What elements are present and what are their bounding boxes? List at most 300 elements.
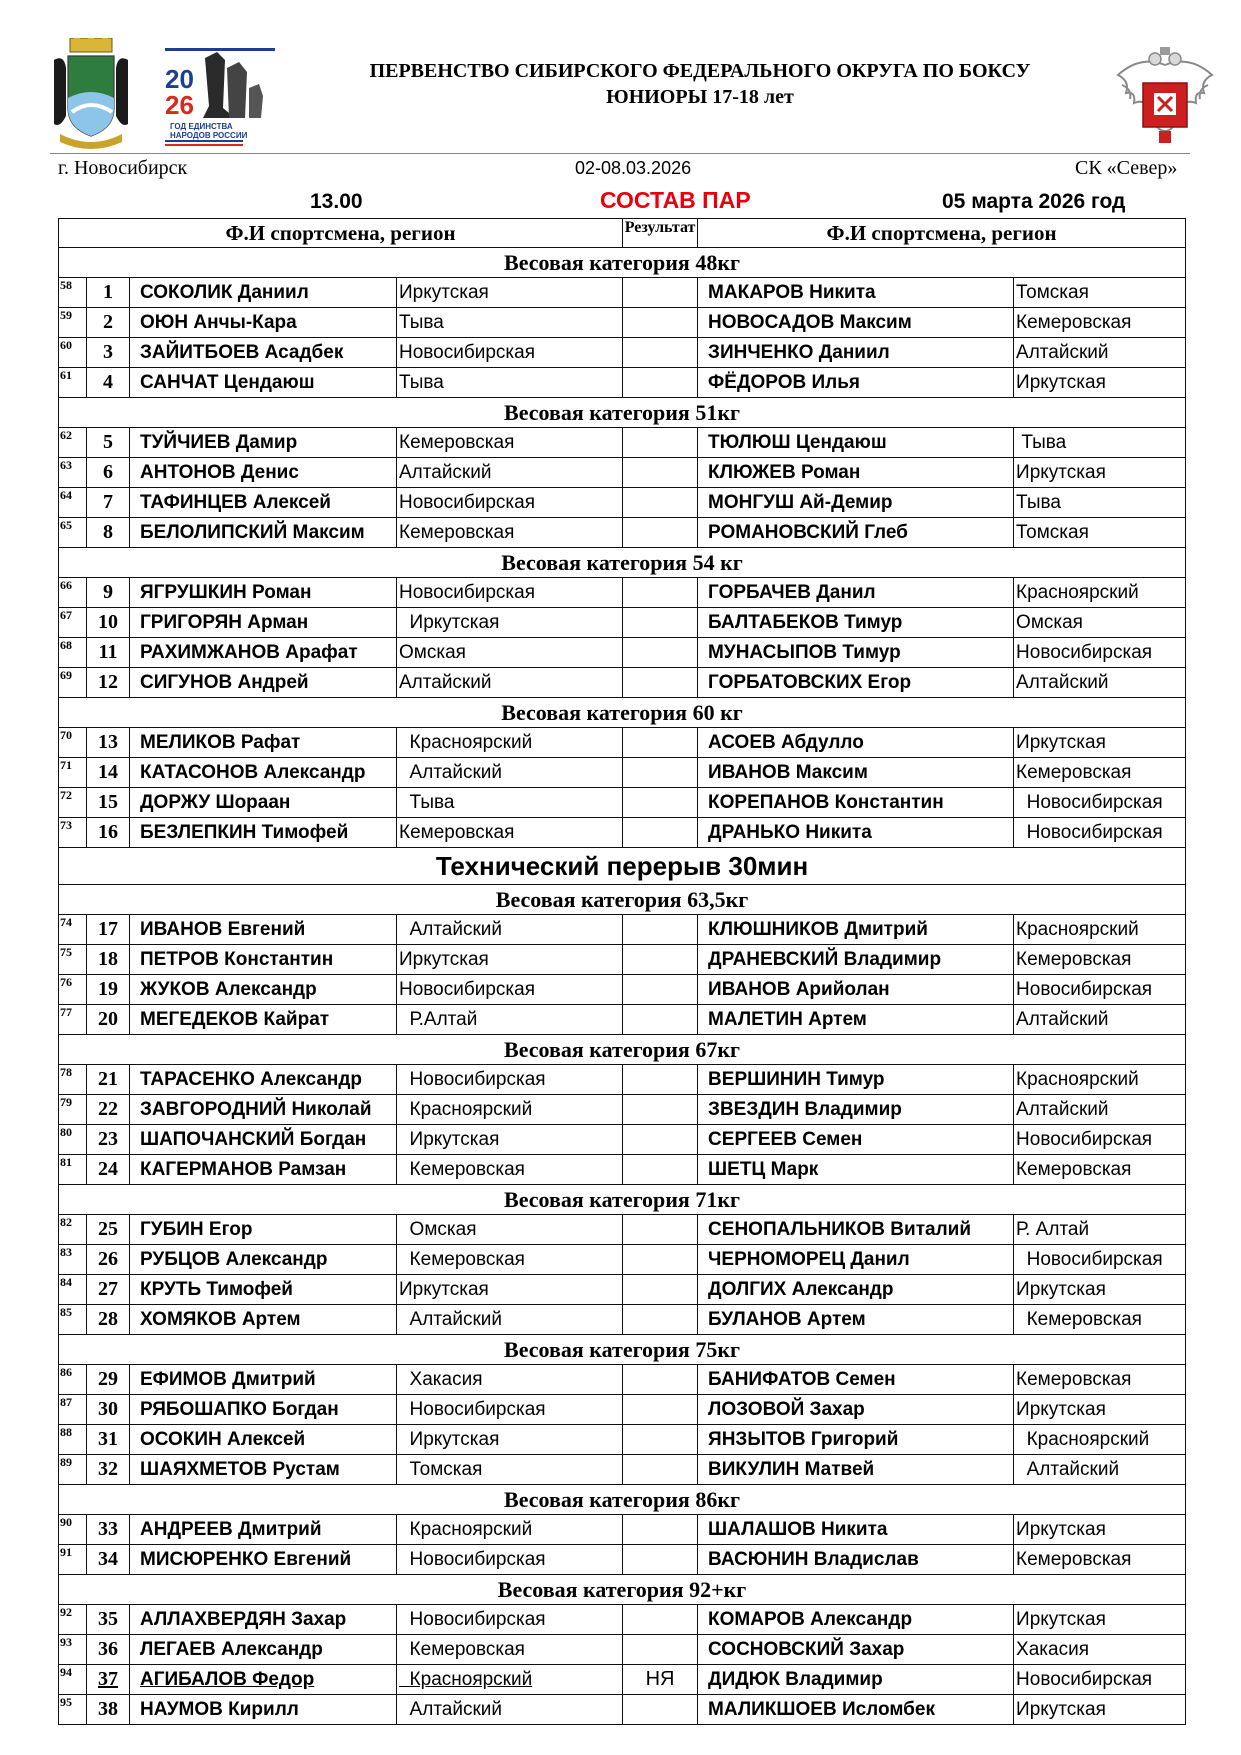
left-athlete-name-text: РУБЦОВ Александр — [140, 1248, 328, 1270]
bout-result — [623, 638, 698, 668]
bout-result — [623, 338, 698, 368]
bout-result — [623, 1395, 698, 1425]
bout-result — [623, 1635, 698, 1665]
right-athlete-region: Кемеровская — [1014, 308, 1186, 338]
table-row — [59, 578, 1186, 608]
bout-number-text: 36 — [98, 1638, 118, 1660]
row-index: 62 — [59, 428, 87, 458]
bout-result — [623, 1095, 698, 1125]
bout-number-text: 10 — [98, 611, 118, 633]
bout-number — [87, 1065, 130, 1095]
row-index: 83 — [59, 1245, 87, 1275]
left-athlete-name — [130, 518, 397, 548]
table-row — [59, 758, 1186, 788]
left-athlete-name — [130, 1635, 397, 1665]
left-athlete-name — [130, 788, 397, 818]
table-row — [59, 1155, 1186, 1185]
right-athlete-region: Томская — [1014, 518, 1186, 548]
bout-number — [87, 1455, 130, 1485]
left-athlete-region-text: Алтайский — [399, 671, 492, 693]
right-athlete-name: ШАЛАШОВ Никита — [698, 1515, 1014, 1545]
row-index: 72 — [59, 788, 87, 818]
left-athlete-name — [130, 1605, 397, 1635]
bout-number — [87, 788, 130, 818]
right-athlete-name: РОМАНОВСКИЙ Глеб — [698, 518, 1014, 548]
left-athlete-name-text: ЛЕГАЕВ Александр — [140, 1638, 323, 1660]
left-athlete-name-text: КАТАСОНОВ Александр — [140, 761, 366, 783]
bout-number — [87, 368, 130, 398]
left-athlete-region-text: Новосибирская — [399, 1608, 546, 1630]
weight-category-row — [59, 1185, 1186, 1215]
bout-number — [87, 428, 130, 458]
bout-number-text: 27 — [98, 1278, 118, 1300]
left-athlete-region — [397, 975, 623, 1005]
bout-result — [623, 1695, 698, 1725]
left-athlete-region — [397, 1155, 623, 1185]
row-index: 67 — [59, 608, 87, 638]
left-athlete-name — [130, 1215, 397, 1245]
right-athlete-region: Новосибирская — [1014, 1665, 1186, 1695]
logo-year-caption1: ГОД ЕДИНСТВА — [170, 122, 233, 131]
left-athlete-region — [397, 945, 623, 975]
left-athlete-name — [130, 758, 397, 788]
left-athlete-name — [130, 1065, 397, 1095]
bout-number-text: 32 — [98, 1458, 118, 1480]
table-row — [59, 1605, 1186, 1635]
bout-number — [87, 728, 130, 758]
left-athlete-region — [397, 338, 623, 368]
right-athlete-region: Кемеровская — [1014, 758, 1186, 788]
left-athlete-region — [397, 608, 623, 638]
left-athlete-region — [397, 1665, 623, 1695]
table-row — [59, 1245, 1186, 1275]
weight-category-row — [59, 1575, 1186, 1605]
bout-number-text: 2 — [103, 311, 113, 333]
left-athlete-name-text: АЛЛАХВЕРДЯН Захар — [140, 1608, 347, 1630]
right-athlete-name: КЛЮШНИКОВ Дмитрий — [698, 915, 1014, 945]
left-athlete-name — [130, 1245, 397, 1275]
bout-number-text: 29 — [98, 1368, 118, 1390]
left-athlete-name — [130, 1515, 397, 1545]
left-athlete-name — [130, 975, 397, 1005]
bout-number-text: 4 — [103, 371, 113, 393]
right-athlete-name: АСОЕВ Абдулло — [698, 728, 1014, 758]
row-index: 82 — [59, 1215, 87, 1245]
bout-number-text: 13 — [98, 731, 118, 753]
right-athlete-region: Иркутская — [1014, 1275, 1186, 1305]
table-row — [59, 1665, 1186, 1695]
left-athlete-region-text: Р.Алтай — [399, 1008, 478, 1030]
left-athlete-region — [397, 1695, 623, 1725]
left-athlete-region — [397, 1305, 623, 1335]
left-athlete-name — [130, 458, 397, 488]
left-athlete-name — [130, 1395, 397, 1425]
bout-number-text: 28 — [98, 1308, 118, 1330]
table-row — [59, 488, 1186, 518]
bout-number — [87, 638, 130, 668]
bout-result — [623, 1365, 698, 1395]
bout-result — [623, 578, 698, 608]
row-index: 91 — [59, 1545, 87, 1575]
bout-number-text: 17 — [98, 918, 118, 940]
row-index: 76 — [59, 975, 87, 1005]
right-athlete-name: ИВАНОВ Максим — [698, 758, 1014, 788]
bout-number-text: 35 — [98, 1608, 118, 1630]
table-row — [59, 1125, 1186, 1155]
col-right-header: Ф.И спортсмена, регион — [698, 219, 1186, 248]
left-athlete-name-text: ПЕТРОВ Константин — [140, 948, 334, 970]
novosibirsk-coat-of-arms-logo — [50, 38, 132, 150]
left-athlete-region — [397, 1425, 623, 1455]
bout-pairs-table — [58, 218, 1186, 1725]
left-athlete-region — [397, 1065, 623, 1095]
right-athlete-name: МОНГУШ Ай-Демир — [698, 488, 1014, 518]
left-athlete-region — [397, 278, 623, 308]
bout-number-text: 19 — [98, 978, 118, 1000]
table-row — [59, 1275, 1186, 1305]
row-index: 60 — [59, 338, 87, 368]
left-athlete-region — [397, 1515, 623, 1545]
weight-category-row — [59, 1335, 1186, 1365]
right-athlete-region: Кемеровская — [1014, 945, 1186, 975]
bout-result — [623, 758, 698, 788]
weight-category-label: Весовая категория 48кг — [59, 248, 1186, 278]
right-athlete-name: ГОРБАЧЕВ Данил — [698, 578, 1014, 608]
left-athlete-name — [130, 368, 397, 398]
bout-number — [87, 488, 130, 518]
bout-number — [87, 458, 130, 488]
left-athlete-region — [397, 1095, 623, 1125]
right-athlete-region: Хакасия — [1014, 1635, 1186, 1665]
table-row — [59, 1515, 1186, 1545]
left-athlete-region-text: Красноярский — [399, 731, 533, 753]
table-row — [59, 1065, 1186, 1095]
table-row — [59, 1425, 1186, 1455]
bout-result — [623, 1425, 698, 1455]
right-athlete-name: КЛЮЖЕВ Роман — [698, 458, 1014, 488]
bout-number — [87, 1365, 130, 1395]
left-athlete-region-text: Кемеровская — [399, 521, 515, 543]
right-athlete-region: Новосибирская — [1014, 818, 1186, 848]
bout-number — [87, 1215, 130, 1245]
bout-number — [87, 1305, 130, 1335]
left-athlete-name-text: КРУТЬ Тимофей — [140, 1278, 293, 1300]
bout-number — [87, 278, 130, 308]
right-athlete-region: Иркутская — [1014, 1605, 1186, 1635]
table-header — [59, 219, 1186, 248]
table-row — [59, 1095, 1186, 1125]
left-athlete-region — [397, 578, 623, 608]
bout-number-text: 37 — [98, 1668, 118, 1690]
left-athlete-region-text: Тыва — [399, 371, 444, 393]
right-athlete-region: Красноярский — [1014, 1065, 1186, 1095]
bout-number-text: 33 — [98, 1518, 118, 1540]
left-athlete-name — [130, 278, 397, 308]
left-athlete-name-text: ШАЯХМЕТОВ Рустам — [140, 1458, 340, 1480]
right-athlete-region: Новосибирская — [1014, 638, 1186, 668]
left-athlete-name-text: ИВАНОВ Евгений — [140, 918, 306, 940]
table-row — [59, 668, 1186, 698]
weight-category-label: Весовая категория 67кг — [59, 1035, 1186, 1065]
row-index: 77 — [59, 1005, 87, 1035]
weight-category-label: Весовая категория 75кг — [59, 1335, 1186, 1365]
left-athlete-region — [397, 1005, 623, 1035]
left-athlete-name-text: ТАРАСЕНКО Александр — [140, 1068, 363, 1090]
table-row — [59, 1395, 1186, 1425]
row-index: 78 — [59, 1065, 87, 1095]
left-athlete-name — [130, 338, 397, 368]
bout-number — [87, 1095, 130, 1125]
left-athlete-name — [130, 1545, 397, 1575]
left-athlete-region — [397, 1125, 623, 1155]
right-athlete-name: ЧЕРНОМОРЕЦ Данил — [698, 1245, 1014, 1275]
row-index: 88 — [59, 1425, 87, 1455]
left-athlete-region-text: Иркутская — [399, 948, 489, 970]
right-athlete-name: ВИКУЛИН Матвей — [698, 1455, 1014, 1485]
left-athlete-name — [130, 638, 397, 668]
left-athlete-name-text: ДОРЖУ Шораан — [140, 791, 291, 813]
left-athlete-region — [397, 1635, 623, 1665]
left-athlete-region-text: Красноярский — [399, 1518, 533, 1540]
left-athlete-region-text: Кемеровская — [399, 1158, 525, 1180]
left-athlete-region-text: Новосибирская — [399, 341, 535, 363]
weight-category-label: Весовая категория 51кг — [59, 398, 1186, 428]
bout-result — [623, 1065, 698, 1095]
right-athlete-region: Алтайский — [1014, 668, 1186, 698]
row-index: 92 — [59, 1605, 87, 1635]
right-athlete-name: ДРАНЬКО Никита — [698, 818, 1014, 848]
left-athlete-name-text: ЯГРУШКИН Роман — [140, 581, 312, 603]
right-athlete-region: Тыва — [1014, 488, 1186, 518]
bout-result — [623, 818, 698, 848]
bout-number — [87, 308, 130, 338]
bout-result — [623, 975, 698, 1005]
table-row — [59, 1695, 1186, 1725]
left-athlete-name — [130, 1005, 397, 1035]
row-index: 66 — [59, 578, 87, 608]
left-athlete-region — [397, 758, 623, 788]
right-athlete-region: Кемеровская — [1014, 1155, 1186, 1185]
left-athlete-name — [130, 1365, 397, 1395]
weight-category-label: Весовая категория 71кг — [59, 1185, 1186, 1215]
bout-result — [623, 488, 698, 518]
city: г. Новосибирск — [58, 157, 188, 179]
left-athlete-region — [397, 788, 623, 818]
bout-number-text: 18 — [98, 948, 118, 970]
left-athlete-name-text: ТУЙЧИЕВ Дамир — [140, 431, 298, 453]
bout-number-text: 8 — [103, 521, 113, 543]
table-row — [59, 1545, 1186, 1575]
bout-number — [87, 1605, 130, 1635]
bout-number — [87, 578, 130, 608]
left-athlete-name — [130, 915, 397, 945]
bout-result: НЯ — [623, 1665, 698, 1695]
table-row — [59, 915, 1186, 945]
row-index: 86 — [59, 1365, 87, 1395]
bout-number — [87, 668, 130, 698]
bout-number-text: 34 — [98, 1548, 118, 1570]
bout-number — [87, 1275, 130, 1305]
right-athlete-name: СЕНОПАЛЬНИКОВ Виталий — [698, 1215, 1014, 1245]
logo-year-caption2: НАРОДОВ РОССИИ — [170, 131, 248, 140]
right-athlete-name: ВАСЮНИН Владислав — [698, 1545, 1014, 1575]
bout-number — [87, 1005, 130, 1035]
left-athlete-region — [397, 428, 623, 458]
right-athlete-region: Алтайский — [1014, 1005, 1186, 1035]
bout-result — [623, 518, 698, 548]
row-index: 84 — [59, 1275, 87, 1305]
row-index: 87 — [59, 1395, 87, 1425]
weight-category-label: Весовая категория 92+кг — [59, 1575, 1186, 1605]
logo-year-bottom: 26 — [165, 90, 194, 120]
left-athlete-name — [130, 1695, 397, 1725]
row-index: 85 — [59, 1305, 87, 1335]
bout-result — [623, 1275, 698, 1305]
left-athlete-region — [397, 518, 623, 548]
left-athlete-region — [397, 368, 623, 398]
left-athlete-region-text: Новосибирская — [399, 1398, 546, 1420]
bout-number-text: 5 — [103, 431, 113, 453]
row-index: 93 — [59, 1635, 87, 1665]
right-athlete-region: Иркутская — [1014, 1515, 1186, 1545]
bout-number-text: 22 — [98, 1098, 118, 1120]
right-athlete-region: Тыва — [1014, 428, 1186, 458]
row-index: 90 — [59, 1515, 87, 1545]
table-row — [59, 608, 1186, 638]
weight-category-label: Весовая категория 63,5кг — [59, 885, 1186, 915]
right-athlete-region: Новосибирская — [1014, 1245, 1186, 1275]
weight-category-row — [59, 1035, 1186, 1065]
right-athlete-region: Новосибирская — [1014, 788, 1186, 818]
bout-number-text: 3 — [103, 341, 113, 363]
bout-result — [623, 278, 698, 308]
bout-number-text: 23 — [98, 1128, 118, 1150]
right-athlete-name: БУЛАНОВ Артем — [698, 1305, 1014, 1335]
row-index: 80 — [59, 1125, 87, 1155]
right-athlete-region: Красноярский — [1014, 915, 1186, 945]
left-athlete-region-text: Иркутская — [399, 1128, 500, 1150]
bout-number — [87, 1125, 130, 1155]
right-athlete-name: МАЛИКШОЕВ Исломбек — [698, 1695, 1014, 1725]
right-athlete-region: Новосибирская — [1014, 1125, 1186, 1155]
left-athlete-region-text: Хакасия — [399, 1368, 483, 1390]
left-athlete-region-text: Кемеровская — [399, 1248, 525, 1270]
left-athlete-name-text: САНЧАТ Цендаюш — [140, 371, 315, 393]
left-athlete-name — [130, 818, 397, 848]
bout-result — [623, 1245, 698, 1275]
left-athlete-name-text: КАГЕРМАНОВ Рамзан — [140, 1158, 347, 1180]
right-athlete-name: МУНАСЫПОВ Тимур — [698, 638, 1014, 668]
right-athlete-name: ЯНЗЫТОВ Григорий — [698, 1425, 1014, 1455]
bout-result — [623, 1605, 698, 1635]
bout-result — [623, 608, 698, 638]
left-athlete-region — [397, 638, 623, 668]
bout-number — [87, 915, 130, 945]
right-athlete-name: ДИДЮК Владимир — [698, 1665, 1014, 1695]
bout-number-text: 7 — [103, 491, 113, 513]
row-index: 81 — [59, 1155, 87, 1185]
table-row — [59, 1365, 1186, 1395]
left-athlete-region — [397, 1245, 623, 1275]
col-result-header: Результат — [623, 219, 698, 248]
left-athlete-region-text: Новосибирская — [399, 1068, 546, 1090]
left-athlete-region-text: Красноярский — [399, 1098, 533, 1120]
table-row — [59, 1005, 1186, 1035]
right-athlete-region: Красноярский — [1014, 578, 1186, 608]
bout-number — [87, 1245, 130, 1275]
left-athlete-name-text: АГИБАЛОВ Федор — [140, 1668, 315, 1690]
weight-category-row — [59, 398, 1186, 428]
table-row — [59, 278, 1186, 308]
right-athlete-name: ВЕРШИНИН Тимур — [698, 1065, 1014, 1095]
right-athlete-name: ДРАНЕВСКИЙ Владимир — [698, 945, 1014, 975]
weight-category-row — [59, 698, 1186, 728]
left-athlete-region-text: Иркутская — [399, 281, 489, 303]
bout-result — [623, 728, 698, 758]
left-athlete-name-text: ЗАВГОРОДНИЙ Николай — [140, 1098, 372, 1120]
left-athlete-name — [130, 308, 397, 338]
bout-number — [87, 1635, 130, 1665]
row-index: 64 — [59, 488, 87, 518]
table-row — [59, 945, 1186, 975]
right-athlete-name: ЗИНЧЕНКО Даниил — [698, 338, 1014, 368]
bout-number — [87, 975, 130, 1005]
right-athlete-region: Иркутская — [1014, 458, 1186, 488]
row-index: 95 — [59, 1695, 87, 1725]
bout-number — [87, 608, 130, 638]
bout-result — [623, 1515, 698, 1545]
table-row — [59, 1635, 1186, 1665]
event-dates: 02-08.03.2026 — [575, 158, 692, 178]
left-athlete-region-text: Тыва — [399, 311, 444, 333]
row-index: 68 — [59, 638, 87, 668]
bout-number-text: 26 — [98, 1248, 118, 1270]
row-index: 75 — [59, 945, 87, 975]
boxing-federation-eagle-logo — [1110, 45, 1220, 150]
row-index: 58 — [59, 278, 87, 308]
right-athlete-region: Кемеровская — [1014, 1305, 1186, 1335]
left-athlete-name-text: СОКОЛИК Даниил — [140, 281, 309, 303]
bout-result — [623, 1455, 698, 1485]
left-athlete-name-text: ОСОКИН Алексей — [140, 1428, 306, 1450]
left-athlete-region-text: Кемеровская — [399, 431, 515, 453]
bout-number-text: 11 — [98, 641, 118, 663]
row-index: 61 — [59, 368, 87, 398]
bout-number — [87, 1155, 130, 1185]
bout-number — [87, 518, 130, 548]
bout-result — [623, 1305, 698, 1335]
left-athlete-region-text: Кемеровская — [399, 1638, 525, 1660]
session-date: 05 марта 2026 год — [942, 190, 1126, 213]
table-row — [59, 1215, 1186, 1245]
left-athlete-region-text: Кемеровская — [399, 821, 515, 843]
left-athlete-name-text: МЕЛИКОВ Рафат — [140, 731, 301, 753]
left-athlete-region-text: Новосибирская — [399, 581, 535, 603]
left-athlete-name — [130, 1425, 397, 1455]
left-athlete-name-text: ГУБИН Егор — [140, 1218, 253, 1240]
bout-number-text: 6 — [103, 461, 113, 483]
left-athlete-name-text: ЖУКОВ Александр — [140, 978, 317, 1000]
right-athlete-name: ГОРБАТОВСКИХ Егор — [698, 668, 1014, 698]
bout-number-text: 30 — [98, 1398, 118, 1420]
row-index: 59 — [59, 308, 87, 338]
technical-break-row — [59, 848, 1186, 885]
bout-result — [623, 668, 698, 698]
session-time: 13.00 — [310, 190, 363, 213]
right-athlete-name: ДОЛГИХ Александр — [698, 1275, 1014, 1305]
bout-result — [623, 1005, 698, 1035]
left-athlete-name-text: ЗАЙИТБОЕВ Асадбек — [140, 341, 344, 363]
